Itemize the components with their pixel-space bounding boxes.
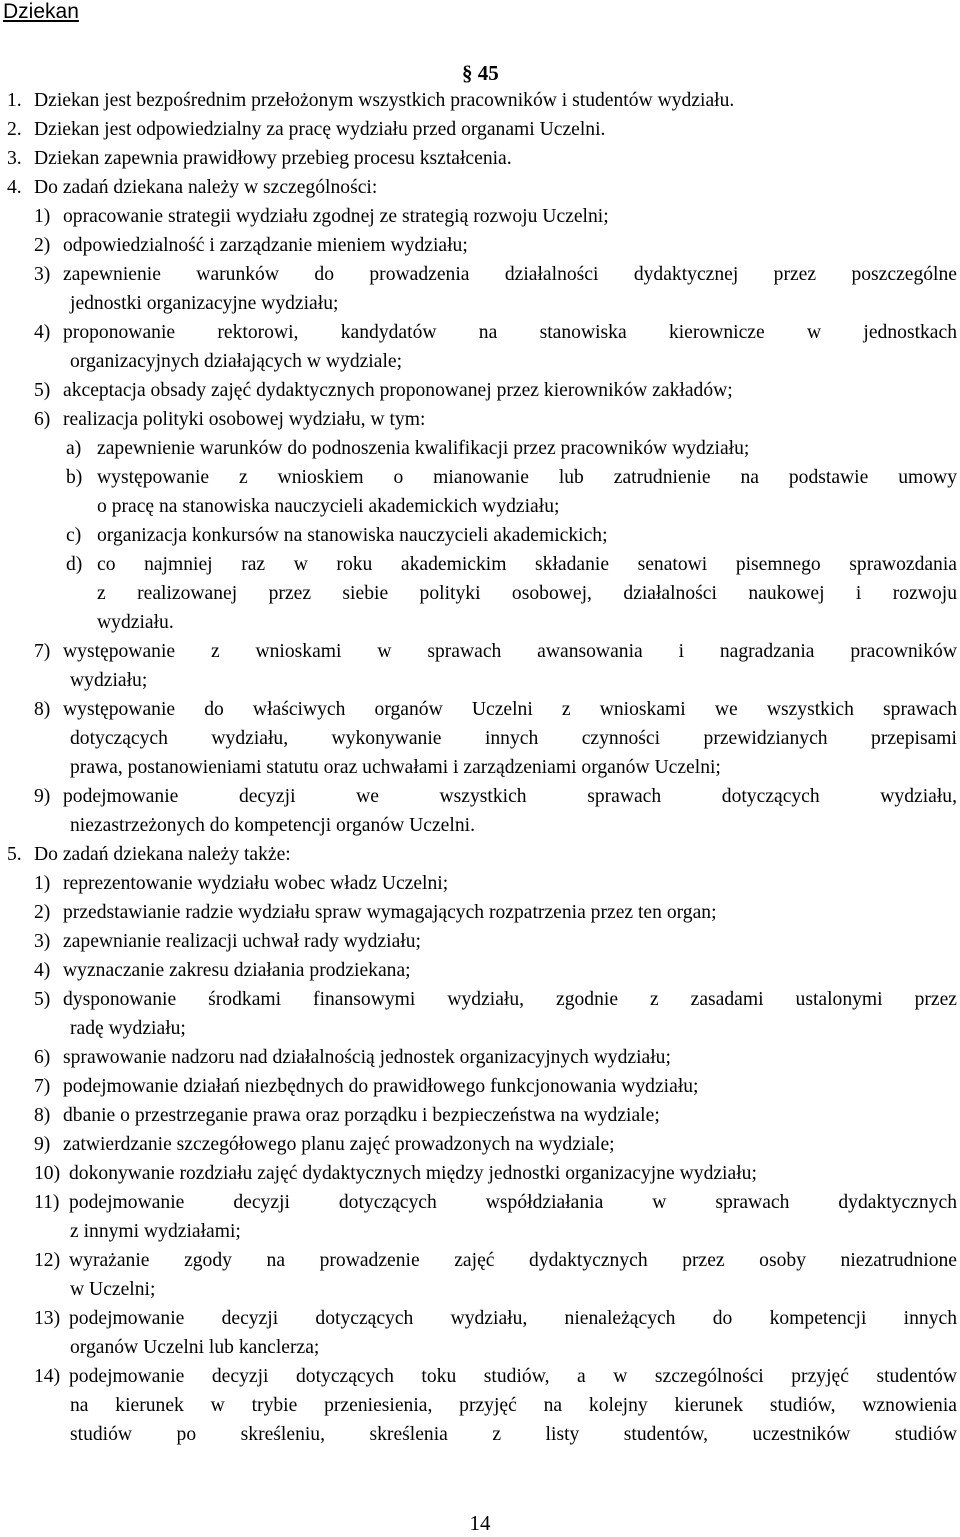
item-text: akceptacja obsady zajęć dydaktycznych proponowanej przez kierowników zakładów; [63, 380, 733, 401]
list-item [0, 231, 960, 260]
item-label: 2. [7, 119, 22, 140]
list-item-continuation [0, 347, 960, 376]
sub-list-item [0, 550, 960, 579]
item-label: 5) [34, 989, 51, 1010]
item-label: 9) [34, 1134, 51, 1155]
item-text: wyrażanie zgody na prowadzenie zajęć dydaktycznych przez osoby niezatrudnione [69, 1250, 957, 1271]
item-label: 4. [7, 177, 22, 198]
item-label: 4) [34, 322, 51, 343]
item-label: 5) [34, 380, 51, 401]
document-header-title: Dziekan [3, 0, 79, 23]
item-label: 11) [34, 1192, 60, 1213]
list-item [0, 1362, 960, 1391]
list-item-continuation [0, 666, 960, 695]
item-text: podejmowanie decyzji dotyczących współdziałania w sprawach dydaktycznych [69, 1192, 957, 1213]
sub-list-item [0, 521, 960, 550]
list-item-continuation [0, 753, 960, 782]
list-item [0, 782, 960, 811]
item-text: dbanie o przestrzeganie prawa oraz porządku i bezpieczeństwa na wydziale; [63, 1105, 660, 1126]
page-number: 14 [469, 1511, 491, 1535]
item-text: Dziekan zapewnia prawidłowy przebieg procesu kształcenia. [34, 148, 512, 169]
item-label: 9) [34, 786, 51, 807]
item-text: podejmowanie decyzji dotyczących wydziału, nienależących do kompetencji innych [69, 1308, 957, 1329]
list-item [0, 1304, 960, 1333]
item-label: 8) [34, 699, 51, 720]
list-item-continuation [0, 289, 960, 318]
list-item-continuation [0, 811, 960, 840]
item-label: 5. [7, 844, 22, 865]
item-text: prawa, postanowieniami statutu oraz uchwałami i zarządzeniami organów Uczelni; [70, 757, 721, 778]
list-item [0, 202, 960, 231]
item-label: b) [66, 467, 83, 488]
list-item [0, 695, 960, 724]
list-item [0, 86, 960, 115]
item-text: Dziekan jest odpowiedzialny za pracę wydziału przed organami Uczelni. [34, 119, 606, 140]
item-text: zapewnianie realizacji uchwał rady wydziału; [63, 931, 421, 952]
list-item [0, 260, 960, 289]
item-text: występowanie do właściwych organów Uczelni z wnioskami we wszystkich sprawach [63, 699, 957, 720]
item-label: 6) [34, 1047, 51, 1068]
item-text: dotyczących wydziału, wykonywanie innych czynności przewidzianych przepisami [70, 728, 957, 749]
sub-list-item [0, 463, 960, 492]
list-item-continuation [0, 724, 960, 753]
item-label: 1. [7, 90, 22, 111]
item-label: 14) [34, 1366, 61, 1387]
item-text: zapewnienie warunków do prowadzenia działalności dydaktycznej przez poszczególne [63, 264, 957, 285]
list-item [0, 869, 960, 898]
item-text: występowanie z wnioskami w sprawach awansowania i nagradzania pracowników [63, 641, 957, 662]
item-text: reprezentowanie wydziału wobec władz Uczelni; [63, 873, 449, 894]
item-text: przedstawianie radzie wydziału spraw wymagających rozpatrzenia przez ten organ; [63, 902, 717, 923]
item-text: proponowanie rektorowi, kandydatów na stanowiska kierownicze w jednostkach [63, 322, 957, 343]
item-text: o pracę na stanowiska nauczycieli akademickich wydziału; [97, 496, 560, 517]
item-label: c) [66, 525, 82, 546]
list-item [0, 1101, 960, 1130]
paragraph-number: § 45 [462, 61, 499, 85]
list-item [0, 115, 960, 144]
list-item [0, 1130, 960, 1159]
item-text: organizacyjnych działających w wydziale; [70, 351, 403, 372]
document-body [0, 86, 960, 1449]
list-item [0, 405, 960, 434]
list-item [0, 1043, 960, 1072]
item-text: podejmowanie decyzji we wszystkich sprawach dotyczących wydziału, [63, 786, 957, 807]
item-text: podejmowanie decyzji dotyczących toku studiów, a w szczególności przyjęć studentów [69, 1366, 957, 1387]
list-item [0, 840, 960, 869]
item-label: 10) [34, 1163, 61, 1184]
list-item [0, 637, 960, 666]
item-text: wydziału. [97, 612, 174, 633]
item-label: 2) [34, 235, 51, 256]
item-label: 1) [34, 873, 51, 894]
item-label: 13) [34, 1308, 61, 1329]
item-label: 6) [34, 409, 51, 430]
item-label: d) [66, 554, 83, 575]
list-item-continuation [0, 608, 960, 637]
item-text: Dziekan jest bezpośrednim przełożonym wszystkich pracowników i studentów wydziału. [34, 90, 735, 111]
item-text: dokonywanie rozdziału zajęć dydaktycznych między jednostki organizacyjne wydziału; [69, 1163, 757, 1184]
item-label: 7) [34, 1076, 51, 1097]
item-text: co najmniej raz w roku akademickim składanie senatowi pisemnego sprawozdania [97, 554, 957, 575]
list-item-continuation [0, 1014, 960, 1043]
item-text: organizacja konkursów na stanowiska nauczycieli akademickich; [97, 525, 608, 546]
list-item [0, 956, 960, 985]
list-item-continuation [0, 1420, 960, 1449]
item-label: 8) [34, 1105, 51, 1126]
item-text: Do zadań dziekana należy także: [34, 844, 291, 865]
item-label: 4) [34, 960, 51, 981]
item-label: 3. [7, 148, 22, 169]
item-text: w Uczelni; [70, 1279, 156, 1300]
list-item [0, 1159, 960, 1188]
list-item [0, 898, 960, 927]
list-item [0, 376, 960, 405]
item-text: organów Uczelni lub kanclerza; [70, 1337, 320, 1358]
item-text: zapewnienie warunków do podnoszenia kwalifikacji przez pracowników wydziału; [97, 438, 750, 459]
list-item-continuation [0, 579, 960, 608]
item-text: z realizowanej przez siebie polityki osobowej, działalności naukowej i rozwoju [97, 583, 957, 604]
item-label: 12) [34, 1250, 61, 1271]
item-text: podejmowanie działań niezbędnych do prawidłowego funkcjonowania wydziału; [63, 1076, 699, 1097]
list-item [0, 144, 960, 173]
list-item [0, 318, 960, 347]
item-text: dysponowanie środkami finansowymi wydziału, zgodnie z zasadami ustalonymi przez [63, 989, 957, 1010]
item-text: występowanie z wnioskiem o mianowanie lub zatrudnienie na podstawie umowy [97, 467, 957, 488]
item-label: a) [66, 438, 82, 459]
item-text: zatwierdzanie szczegółowego planu zajęć prowadzonych na wydziale; [63, 1134, 615, 1155]
item-text: jednostki organizacyjne wydziału; [70, 293, 339, 314]
item-text: Do zadań dziekana należy w szczególności: [34, 177, 378, 198]
item-text: sprawowanie nadzoru nad działalnością jednostek organizacyjnych wydziału; [63, 1047, 671, 1068]
list-item [0, 1188, 960, 1217]
item-label: 2) [34, 902, 51, 923]
list-item-continuation [0, 1275, 960, 1304]
list-item [0, 1246, 960, 1275]
list-item-continuation [0, 1333, 960, 1362]
list-item-continuation [0, 1217, 960, 1246]
sub-list-item [0, 434, 960, 463]
item-text: na kierunek w trybie przeniesienia, przyjęć na kolejny kierunek studiów, wznowienia [70, 1395, 957, 1416]
item-label: 3) [34, 931, 51, 952]
item-text: realizacja polityki osobowej wydziału, w tym: [63, 409, 426, 430]
item-text: opracowanie strategii wydziału zgodnej ze strategią rozwoju Uczelni; [63, 206, 609, 227]
list-item-continuation [0, 492, 960, 521]
item-text: wyznaczanie zakresu działania prodziekana; [63, 960, 411, 981]
item-text: niezastrzeżonych do kompetencji organów Uczelni. [70, 815, 475, 836]
item-text: studiów po skreśleniu, skreślenia z listy studentów, uczestników studiów [70, 1424, 957, 1445]
item-label: 3) [34, 264, 51, 285]
item-text: wydziału; [70, 670, 148, 691]
item-text: z innymi wydziałami; [70, 1221, 241, 1242]
list-item-continuation [0, 1391, 960, 1420]
item-text: odpowiedzialność i zarządzanie mieniem wydziału; [63, 235, 468, 256]
list-item [0, 1072, 960, 1101]
list-item [0, 173, 960, 202]
list-item [0, 927, 960, 956]
item-label: 1) [34, 206, 51, 227]
item-text: radę wydziału; [70, 1018, 186, 1039]
list-item [0, 985, 960, 1014]
item-label: 7) [34, 641, 51, 662]
